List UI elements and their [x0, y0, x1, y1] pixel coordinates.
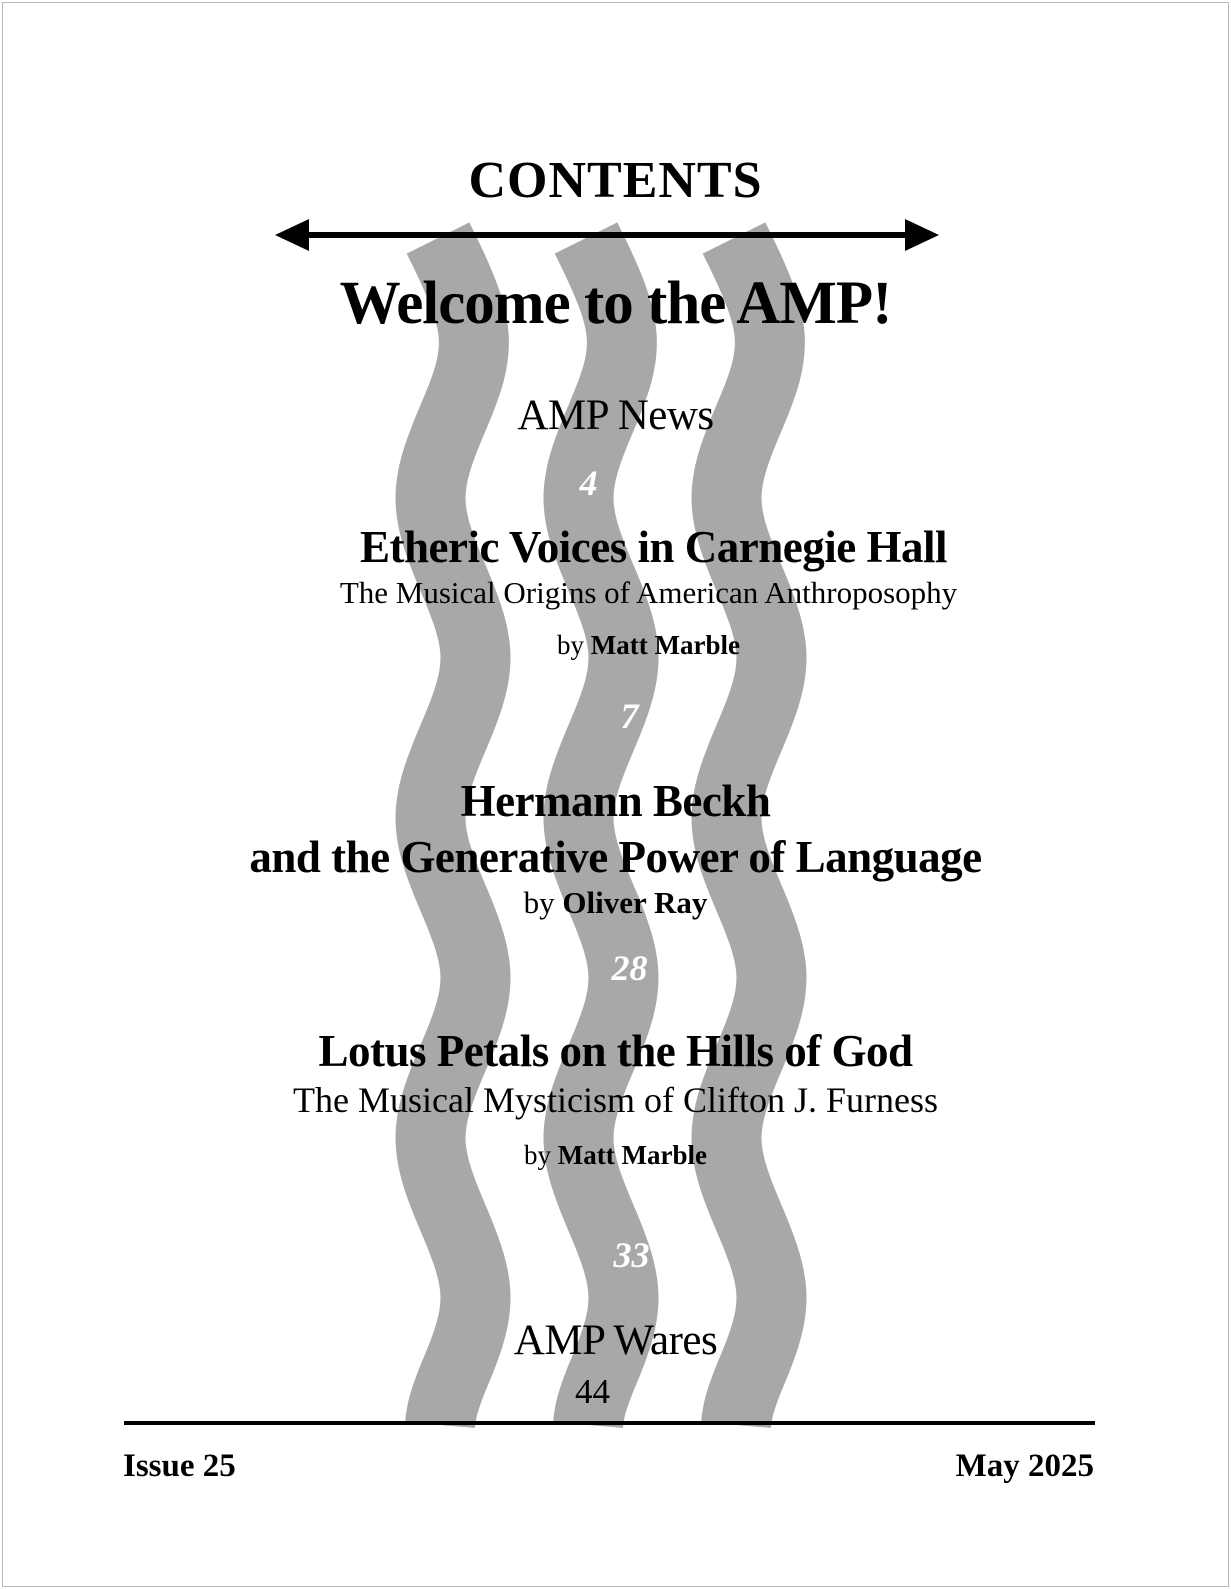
author-name: Oliver Ray	[562, 885, 708, 920]
page	[2, 2, 1229, 1587]
entry-hermann-beckh-page: 28	[611, 948, 648, 988]
entry-lotus-petals-subtitle: The Musical Mysticism of Clifton J. Furness	[293, 1080, 938, 1120]
author-name: Matt Marble	[590, 630, 740, 660]
entry-etheric-voices-title: Etheric Voices in Carnegie Hall	[360, 522, 947, 572]
entry-etheric-voices-subtitle: The Musical Origins of American Anthroposophy	[339, 575, 958, 610]
footer-date: May 2025	[955, 1448, 1094, 1484]
author-name: Matt Marble	[557, 1140, 707, 1170]
entry-lotus-petals-byline	[3, 1140, 1228, 1171]
entry-etheric-voices-page: 7	[620, 696, 639, 736]
byline-prefix: by	[523, 885, 555, 920]
byline-prefix: by	[524, 1140, 552, 1170]
entry-hermann-beckh-byline	[3, 885, 1228, 921]
byline-prefix: by	[557, 630, 585, 660]
entry-lotus-petals-title: Lotus Petals on the Hills of God	[318, 1026, 913, 1076]
entry-etheric-voices-byline	[36, 630, 1231, 661]
welcome-title: Welcome to the AMP!	[339, 270, 892, 337]
contents-heading: CONTENTS	[468, 152, 763, 209]
entry-amp-news-title: AMP News	[517, 392, 714, 439]
entry-lotus-petals-page: 33	[613, 1235, 650, 1275]
entry-hermann-beckh-title-line2: and the Generative Power of Language	[249, 832, 982, 882]
entry-amp-wares-page: 44	[575, 1372, 610, 1411]
entry-amp-wares-title: AMP Wares	[513, 1317, 718, 1364]
entry-amp-news-page: 4	[579, 463, 598, 503]
entry-hermann-beckh-title-line1: Hermann Beckh	[460, 776, 771, 826]
footer-issue: Issue 25	[123, 1448, 236, 1484]
